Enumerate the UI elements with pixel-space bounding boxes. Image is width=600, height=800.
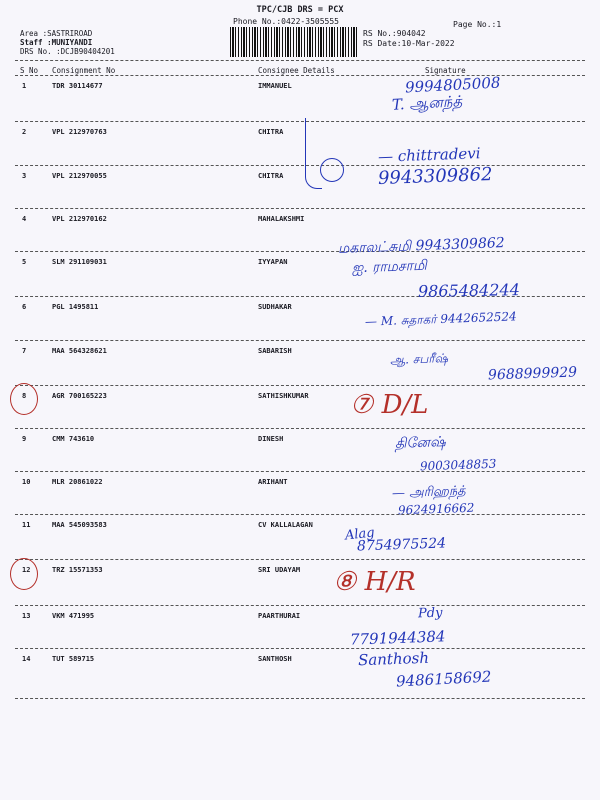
handwritten-signature: 7791944384: [349, 627, 446, 649]
handwritten-signature: மகாலட்சுமி 9943309862: [337, 235, 505, 257]
handwritten-signature: தினேஷ்: [394, 434, 446, 452]
divider: [15, 559, 585, 560]
divider: [15, 121, 585, 122]
serial-number: 8: [22, 392, 27, 400]
handwritten-signature: 8754975524: [356, 535, 447, 555]
handwritten-signature: — M. சுதாகர் 9442652524: [364, 309, 517, 329]
divider: [15, 60, 585, 61]
serial-number: 3: [22, 172, 27, 180]
consignment-number: AGR 700165223: [52, 392, 107, 400]
consignee-name: CV KALLALAGAN: [258, 521, 313, 529]
rs-date: RS Date:10-Mar-2022: [363, 39, 455, 48]
staff-label: Staff :MUNIYANDI: [20, 38, 93, 47]
consignment-number: VPL 212970055: [52, 172, 107, 180]
consignment-number: SLM 291109031: [52, 258, 107, 266]
consignment-number: TRZ 15571353: [52, 566, 103, 574]
consignee-name: SABARISH: [258, 347, 292, 355]
handwritten-signature: ஆ. சபரீஷ்: [389, 350, 449, 368]
handwritten-signature: ஐ. ராமசாமி: [351, 257, 428, 277]
handwritten-signature: Pdy: [417, 605, 443, 622]
status-mark: ⑧ H/R: [333, 567, 416, 597]
handwritten-signature: 9003048853: [419, 456, 497, 474]
consignee-name: SATHISHKUMAR: [258, 392, 309, 400]
consignee-name: IMMANUEL: [258, 82, 292, 90]
barcode: [230, 27, 358, 57]
handwritten-signature: — அரிஹந்த்: [391, 483, 466, 502]
serial-number: 6: [22, 303, 27, 311]
divider: [15, 471, 585, 472]
divider: [15, 514, 585, 515]
drs-number: DRS No. :DCJB90404201: [20, 47, 115, 56]
serial-number: 14: [22, 655, 31, 663]
handwritten-signature: 9624916662: [397, 500, 475, 518]
serial-number: 7: [22, 347, 27, 355]
serial-number: 1: [22, 82, 27, 90]
serial-number: 2: [22, 128, 27, 136]
handwritten-signature: Alag: [344, 525, 376, 544]
serial-number: 12: [22, 566, 31, 574]
consignment-number: TDR 30114677: [52, 82, 103, 90]
divider: [15, 648, 585, 649]
consignment-number: VPL 212970162: [52, 215, 107, 223]
serial-number: 13: [22, 612, 31, 620]
consignment-number: CMM 743610: [52, 435, 95, 443]
consignee-name: CHITRA: [258, 128, 284, 136]
serial-number: 11: [22, 521, 31, 529]
divider: [15, 208, 585, 209]
bracket-annotation: [305, 118, 322, 189]
consignment-number: VKM 471995: [52, 612, 95, 620]
consignee-name: SUDHAKAR: [258, 303, 292, 311]
divider: [15, 385, 585, 386]
divider: [15, 165, 585, 166]
consignment-number: VPL 212970763: [52, 128, 107, 136]
phone-number: Phone No.:0422-3505555: [233, 17, 339, 26]
consignee-name: MAHALAKSHMI: [258, 215, 305, 223]
divider: [15, 605, 585, 606]
handwritten-signature: T. ஆனந்த்: [391, 92, 463, 114]
consignee-name: SRI UDAYAM: [258, 566, 301, 574]
consignee-name: PAARTHURAI: [258, 612, 301, 620]
handwritten-signature: 9688999929: [487, 364, 578, 384]
serial-number: 10: [22, 478, 31, 486]
consignee-name: IYYAPAN: [258, 258, 288, 266]
consignee-name: SANTHOSH: [258, 655, 292, 663]
consignment-number: MAA 564328621: [52, 347, 107, 355]
sheet-title: TPC/CJB DRS = PCX: [256, 5, 344, 15]
handwritten-signature: 9865484244: [417, 280, 520, 301]
serial-number: 5: [22, 258, 27, 266]
circle-annotation: [320, 158, 344, 182]
divider: [15, 698, 585, 699]
handwritten-signature: 9943309862: [377, 164, 493, 189]
divider: [15, 340, 585, 341]
column-sno: S No: [20, 66, 39, 75]
consignee-name: ARIHANT: [258, 478, 288, 486]
serial-number: 4: [22, 215, 27, 223]
handwritten-signature: — chittradevi: [377, 144, 481, 166]
consignee-name: DINESH: [258, 435, 284, 443]
serial-number: 9: [22, 435, 27, 443]
handwritten-signature: Santhosh: [357, 648, 430, 670]
handwritten-signature: 9994805008: [404, 73, 501, 97]
circle-annotation: [10, 558, 38, 590]
circle-annotation: [10, 383, 38, 415]
status-mark: ⑦ D/L: [350, 390, 429, 420]
consignment-number: TUT 589715: [52, 655, 95, 663]
consignee-name: CHITRA: [258, 172, 284, 180]
page-number: Page No.:1: [453, 20, 502, 29]
consignment-number: MLR 20861022: [52, 478, 103, 486]
column-signature: Signature: [425, 66, 466, 75]
consignment-number: PGL 1495811: [52, 303, 99, 311]
rs-number: RS No.:904042: [363, 29, 426, 38]
consignment-number: MAA 545093583: [52, 521, 107, 529]
divider: [15, 428, 585, 429]
column-consignment: Consignment No: [52, 66, 116, 75]
handwritten-signature: 9486158692: [395, 667, 492, 691]
column-consignee: Consignee Details: [258, 66, 335, 75]
area-label: Area :SASTRIROAD: [20, 29, 93, 38]
